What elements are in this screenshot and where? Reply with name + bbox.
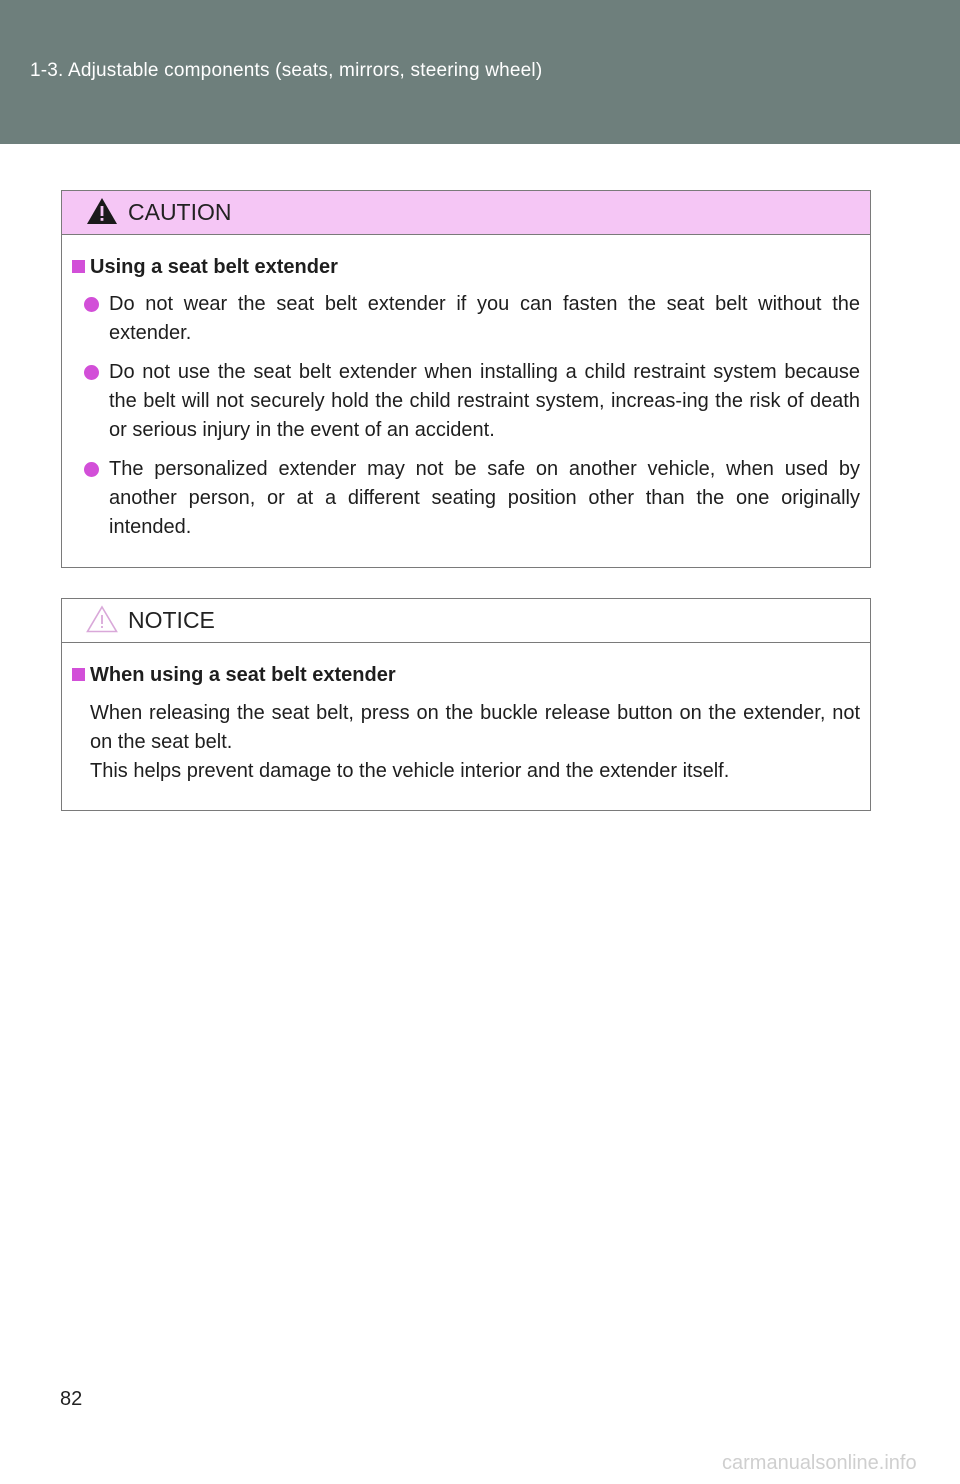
caution-header <box>62 191 870 235</box>
square-bullet-icon <box>72 260 85 273</box>
round-bullet-icon <box>84 297 99 312</box>
notice-header <box>62 599 870 643</box>
caution-item-text: The personalized extender may not be safe on another vehicle, when used by another person, or at a different seating position other than the one originally intended. <box>109 458 860 538</box>
caution-section <box>72 253 860 542</box>
notice-section-title <box>72 661 860 689</box>
notice-box <box>61 598 871 811</box>
caution-label: CAUTION <box>128 199 232 225</box>
notice-section <box>72 661 860 786</box>
warning-triangle-outline-icon <box>86 605 118 633</box>
caution-item <box>72 358 860 445</box>
caution-item-text: Do not wear the seat belt extender if you can fasten the seat belt without the extender. <box>109 293 860 344</box>
round-bullet-icon <box>84 462 99 477</box>
header-title: 1-3. Adjustable components (seats, mirrors, steering wheel) <box>30 60 543 81</box>
notice-paragraph <box>72 699 860 786</box>
caution-box <box>61 190 871 568</box>
notice-line: This helps prevent damage to the vehicle interior and the extender itself. <box>90 760 730 782</box>
notice-section-title-text: When using a seat belt extender <box>90 664 396 686</box>
notice-line: When releasing the seat belt, press on the buckle release button on the extender, not on the seat belt. <box>90 702 860 753</box>
caution-item <box>72 455 860 542</box>
page-number: 82 <box>60 1388 83 1410</box>
warning-triangle-filled-icon <box>86 197 118 225</box>
round-bullet-icon <box>84 365 99 380</box>
caution-section-title-text: Using a seat belt extender <box>90 256 338 278</box>
caution-item-text: Do not use the seat belt extender when installing a child restraint system because the belt will not securely hold the child restraint system, increas-ing the risk of death or serious injury in the event of an accident. <box>109 361 860 441</box>
watermark: carmanualsonline.info <box>722 1452 917 1474</box>
caution-item <box>72 290 860 348</box>
caution-section-title <box>72 253 860 281</box>
page-header <box>0 0 960 144</box>
square-bullet-icon <box>72 668 85 681</box>
notice-label: NOTICE <box>128 607 215 633</box>
